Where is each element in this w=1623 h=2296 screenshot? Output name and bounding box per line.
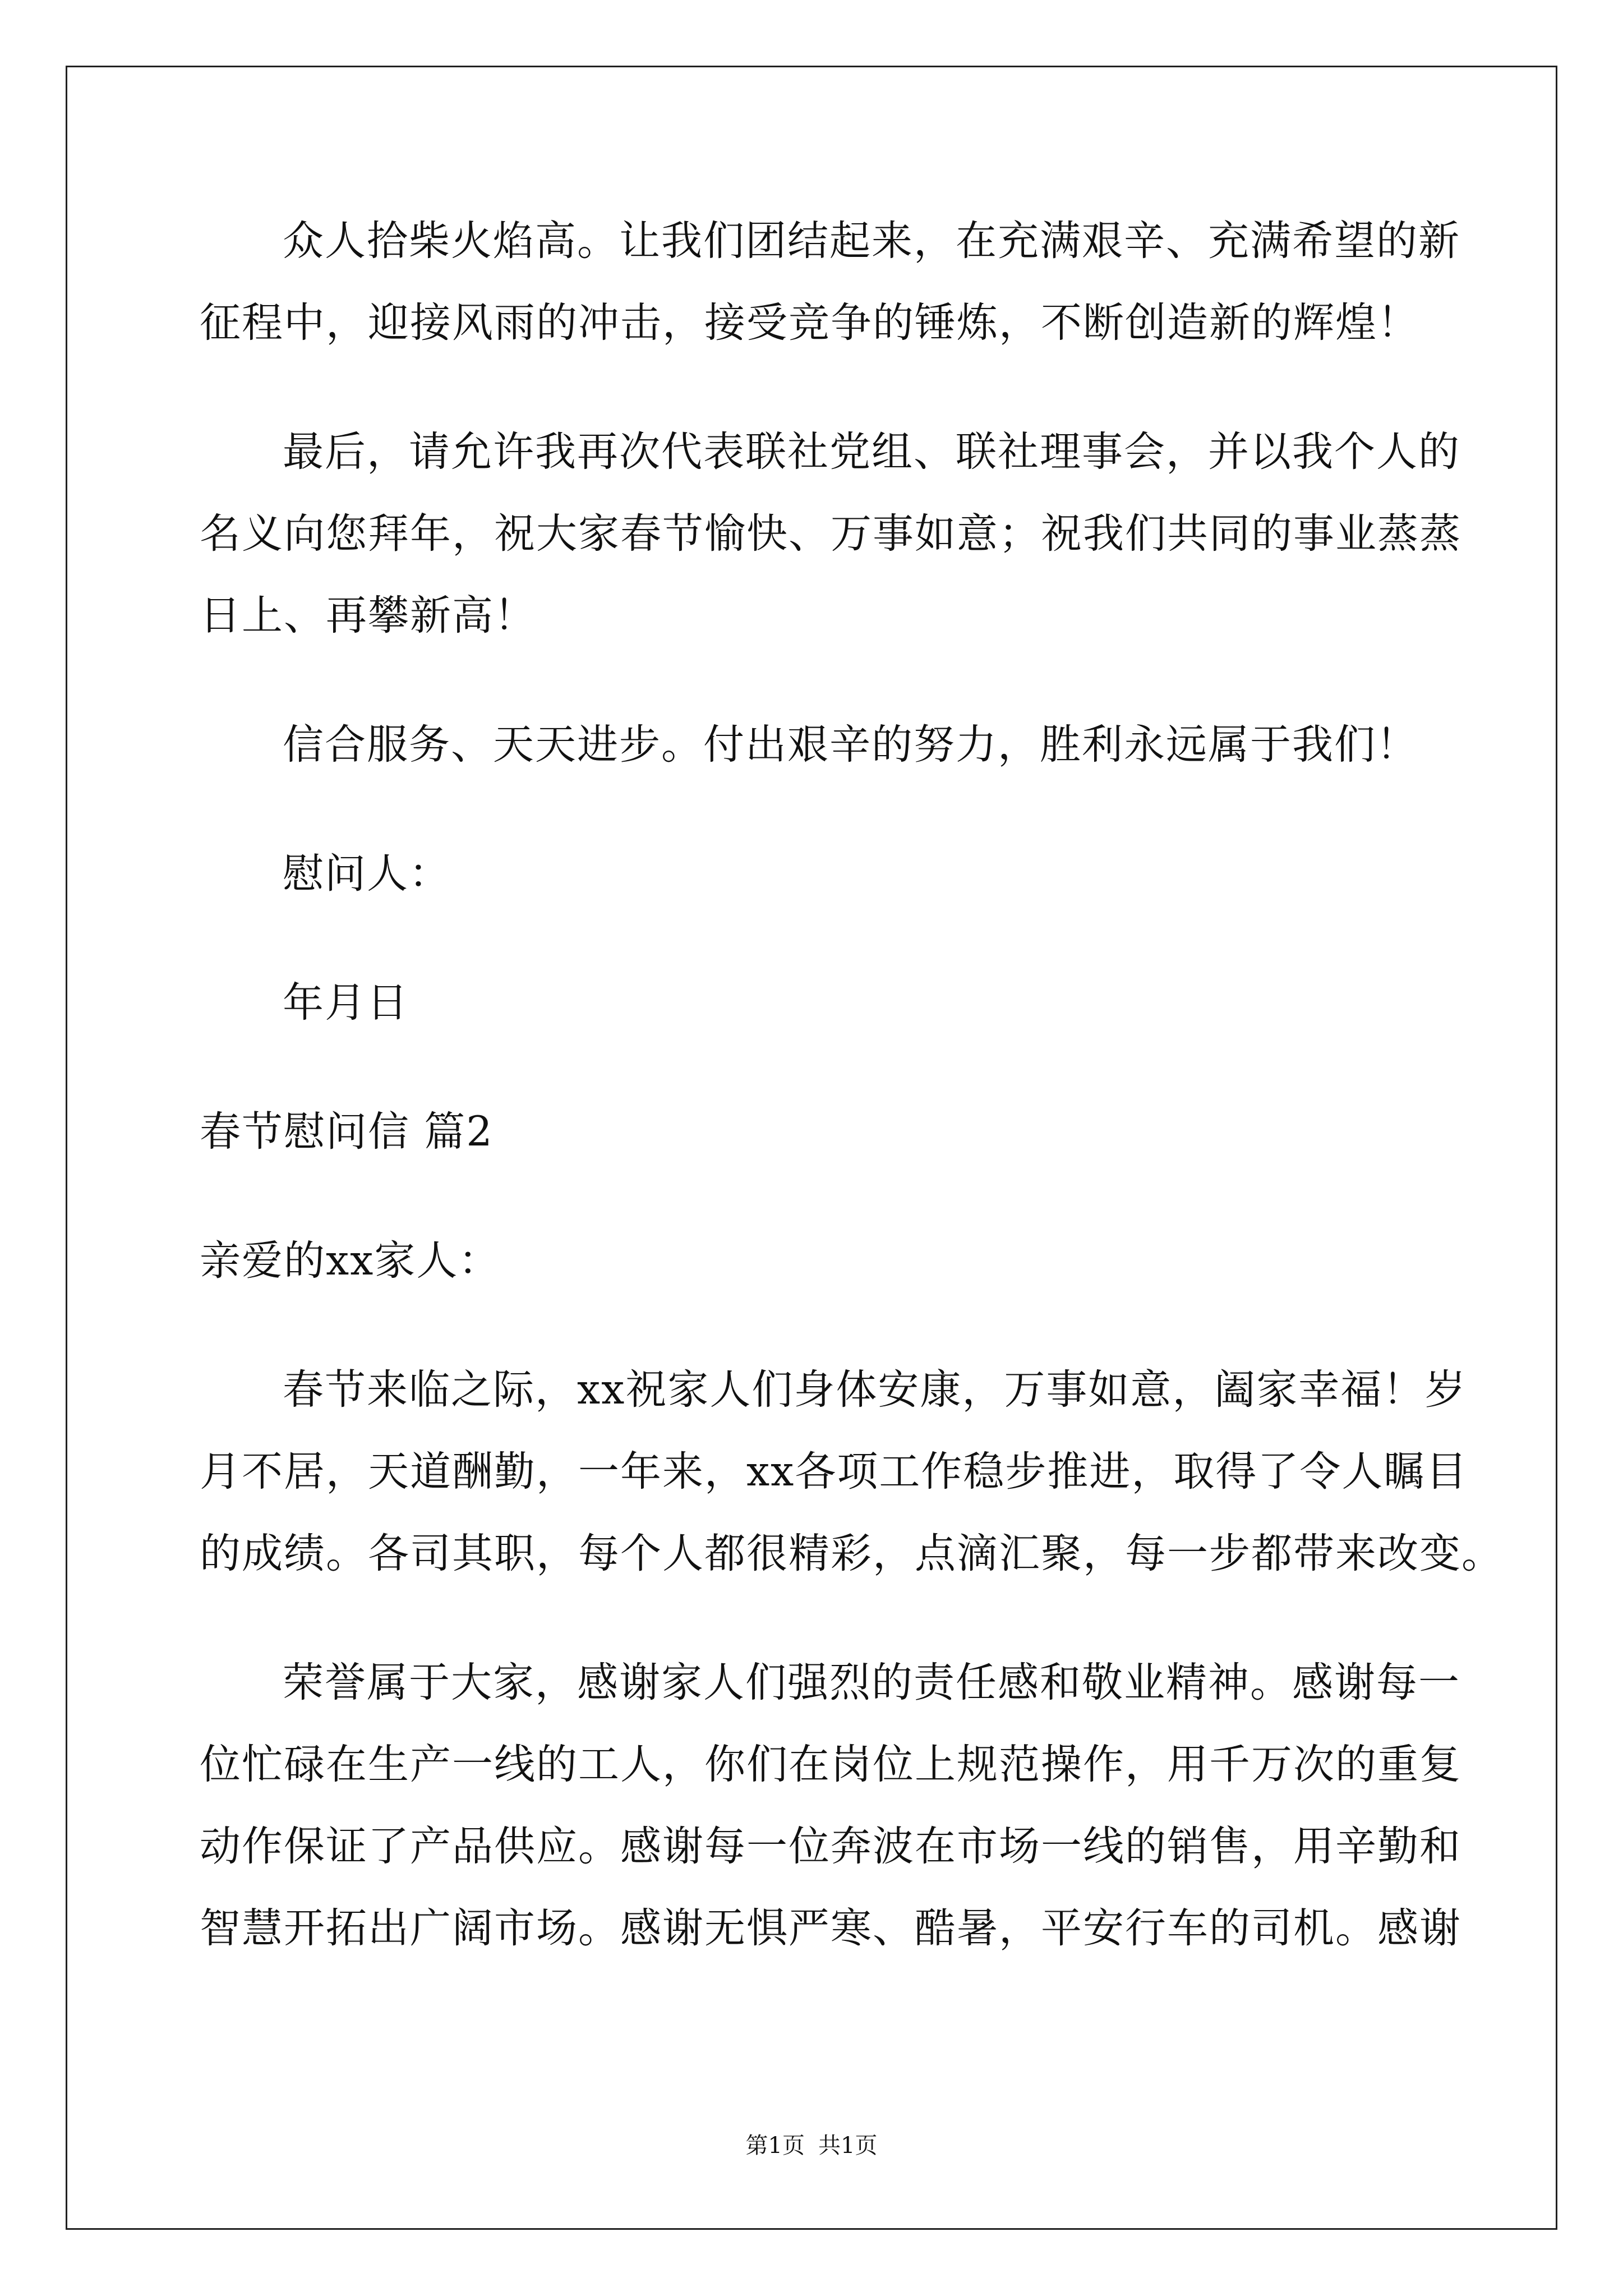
salutation: 亲爱的xx家人： [200,1237,501,1285]
page-footer [0,2132,1623,2160]
section-heading: 春节慰问信 篇2 [200,1108,494,1156]
page-number: 第1页 [745,2133,805,2159]
text-line: 荣誉属于大家，感谢家人们强烈的责任感和敬业精神。感谢每一 [283,1659,1460,1706]
text-line: 最后，请允许我再次代表联社党组、联社理事会，并以我个人的 [283,428,1460,476]
text-line: 位忙碌在生产一线的工人，你们在岗位上规范操作，用千万次的重复 [200,1741,1461,1788]
signature-label: 慰问人： [283,850,451,898]
text-line: 春节来临之际，xx祝家人们身体安康，万事如意，阖家幸福！岁 [283,1366,1467,1414]
text-line: 名义向您拜年，祝大家春节愉快、万事如意；祝我们共同的事业蒸蒸 [200,510,1461,558]
text-line: 动作保证了产品供应。感谢每一位奔波在市场一线的销售，用辛勤和 [200,1823,1461,1870]
text-line: 征程中，迎接风雨的冲击，接受竞争的锤炼，不断创造新的辉煌！ [200,299,1419,347]
page-total: 共1页 [818,2133,878,2159]
text-line: 日上、再攀新高！ [200,592,536,639]
date-label: 年月日 [283,979,409,1027]
text-line: 的成绩。各司其职，每个人都很精彩，点滴汇聚，每一步都带来改变。 [200,1530,1504,1577]
text-line: 信合服务、天天进步。付出艰辛的努力，胜利永远属于我们！ [283,721,1418,769]
text-line: 众人拾柴火焰高。让我们团结起来，在充满艰辛、充满希望的新 [283,217,1460,265]
text-line: 智慧开拓出广阔市场。感谢无惧严寒、酷暑，平安行车的司机。感谢 [200,1904,1461,1952]
text-line: 月不居，天道酬勤，一年来，xx各项工作稳步推进，取得了令人瞩目 [200,1448,1468,1496]
